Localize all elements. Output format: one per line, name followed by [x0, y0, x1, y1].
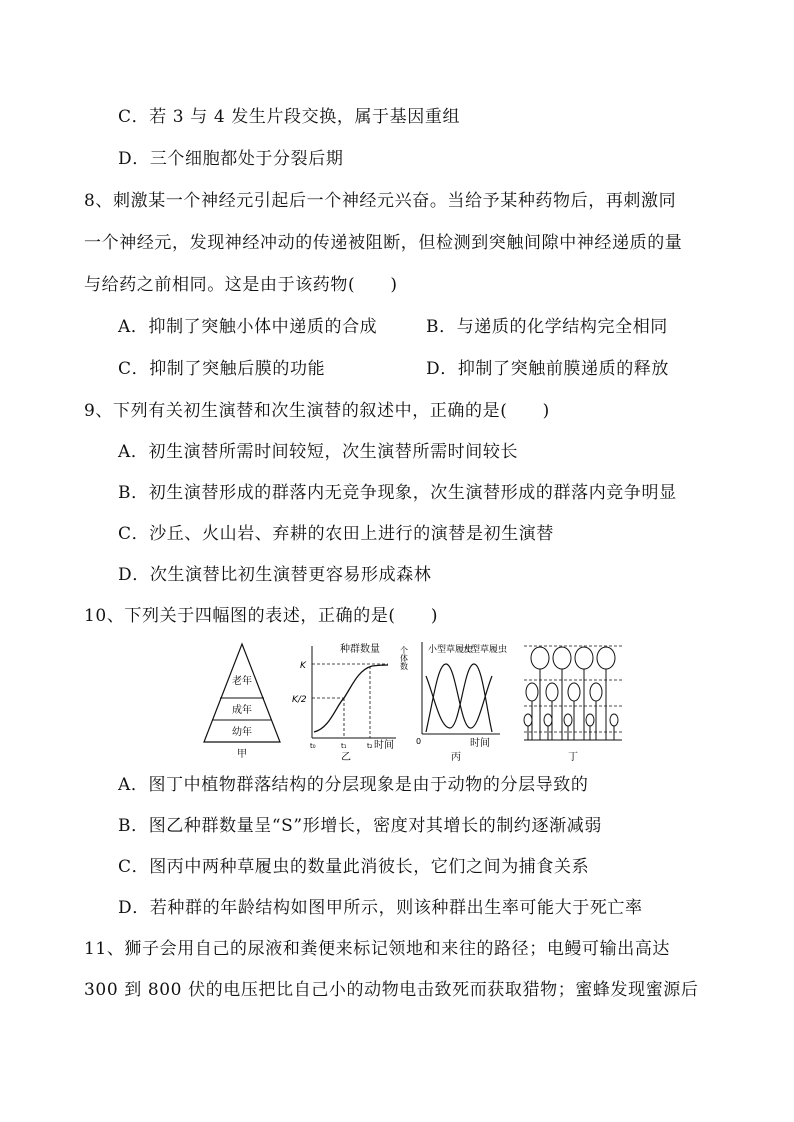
q11-stem-line-2: 300 到 800 伏的电压把比自己小的动物电击致死而获取猎物；蜜蜂发现蜜源后	[84, 980, 699, 1000]
q8-option-d: D．抑制了突触前膜递质的释放	[426, 359, 670, 379]
q7-option-c: C．若 3 与 4 发生片段交换，属于基因重组	[118, 107, 461, 127]
q10-figures	[200, 636, 640, 764]
q9-option-c: C．沙丘、火山岩、弃耕的农田上进行的演替是初生演替	[118, 524, 555, 544]
pyramid-layer-old: 老年	[232, 676, 252, 687]
pyramid-layer-young: 幼年	[232, 727, 252, 738]
q10-option-c: C．图丙中两种草履虫的数量此消彼长，它们之间为捕食关系	[118, 857, 590, 877]
yi-tick-k-half: K/2	[292, 695, 307, 705]
q8-option-c: C．抑制了突触后膜的功能	[118, 359, 326, 379]
figure-ding-forest-layers	[518, 636, 628, 764]
yi-curve-label: 种群数量	[340, 644, 380, 655]
yi-tick-t2: t₂	[367, 742, 373, 750]
bing-legend-small: 小型草履虫	[428, 645, 474, 655]
q10-stem: 10、下列关于四幅图的表述，正确的是( )	[84, 606, 439, 626]
figure-jia-age-pyramid	[200, 636, 290, 764]
bing-legend-large: 大型草履虫	[462, 645, 508, 655]
q9-option-b: B．初生演替形成的群落内无竞争现象，次生演替形成的群落内竞争明显	[118, 483, 677, 503]
bing-x-label: 时间	[470, 738, 490, 749]
q9-option-d: D．次生演替比初生演替更容易形成森林	[118, 565, 432, 585]
figure-yi-s-curve	[292, 636, 400, 764]
yi-x-label: 时间	[374, 740, 394, 751]
figure-bing-caption: 丙	[451, 752, 461, 763]
q10-option-a: A．图丁中植物群落结构的分层现象是由于动物的分层导致的	[118, 775, 589, 795]
q10-option-b: B．图乙种群数量呈“S”形增长，密度对其增长的制约逐渐减弱	[118, 816, 602, 836]
q9-option-a: A．初生演替所需时间较短，次生演替所需时间较长	[118, 442, 519, 462]
yi-tick-t0: t₀	[310, 742, 316, 750]
q10-option-d: D．若种群的年龄结构如图甲所示，则该种群出生率可能大于死亡率	[118, 898, 643, 918]
q8-stem-line-3: 与给药之前相同。这是由于该药物( )	[84, 275, 398, 295]
yi-tick-k: K	[300, 661, 306, 671]
q8-option-a: A．抑制了突触小体中递质的合成	[118, 317, 378, 337]
bing-y-label: 个体数	[399, 646, 409, 670]
q9-stem: 9、下列有关初生演替和次生演替的叙述中，正确的是( )	[84, 401, 550, 421]
yi-tick-t1: t₁	[341, 742, 347, 750]
q8-stem-line-1: 8、刺激某一个神经元引起后一个神经元兴奋。当给予某种药物后，再刺激同	[84, 191, 677, 211]
figure-bing-paramecium	[399, 636, 508, 764]
q8-option-b: B．与递质的化学结构完全相同	[426, 317, 668, 337]
figure-jia-caption: 甲	[237, 749, 247, 760]
figure-yi-caption: 乙	[341, 752, 351, 763]
figure-ding-caption: 丁	[568, 752, 578, 763]
bing-origin: 0	[416, 737, 422, 746]
pyramid-layer-adult: 成年	[232, 705, 252, 716]
q8-stem-line-2: 一个神经元，发现神经冲动的传递被阻断，但检测到突触间隙中神经递质的量	[84, 233, 683, 253]
q7-option-d: D．三个细胞都处于分裂后期	[118, 149, 344, 169]
q11-stem-line-1: 11、狮子会用自己的尿液和粪便来标记领地和来往的路径；电鳗可输出高达	[84, 939, 671, 959]
